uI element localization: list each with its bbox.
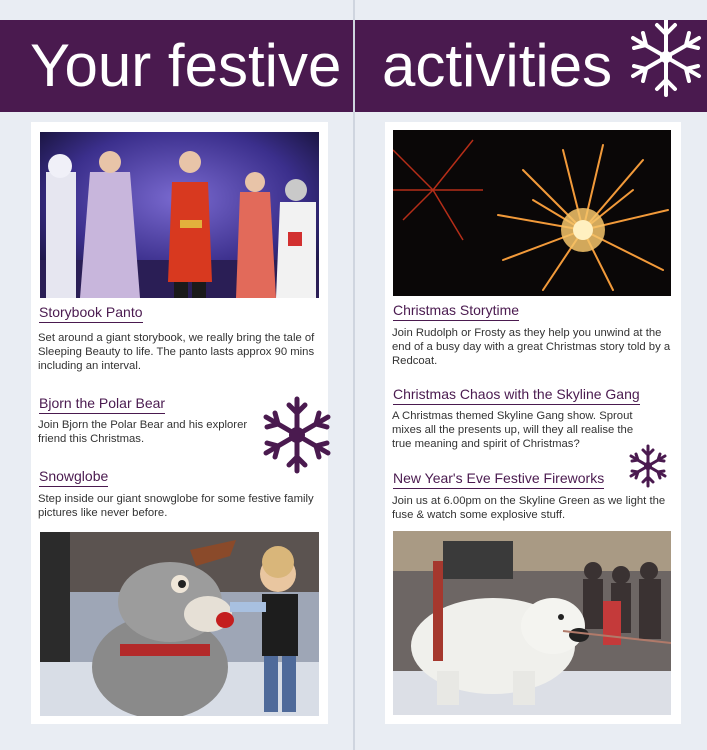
activity-text-new-years-eve-fireworks: Join us at 6.00pm on the Skyline Green as we light the fuse & watch some explosive stuff. xyxy=(392,495,666,521)
snowflake-icon xyxy=(256,394,338,481)
activity-text-storybook-panto: Set around a giant storybook, we really bring the tale of Sleeping Beauty to life. The panto lasts approx 90 mins including an interval. xyxy=(38,332,315,372)
page-title-left: Your festive xyxy=(30,32,342,99)
activity-title-new-years-eve-fireworks: New Year's Eve Festive Fireworks xyxy=(393,470,604,489)
activity-title-christmas-storytime: Christmas Storytime xyxy=(393,302,519,321)
activities-panel-right xyxy=(385,122,681,724)
snowglobe-photo xyxy=(40,532,319,716)
activity-title-snowglobe: Snowglobe xyxy=(39,468,108,487)
polar-bear-photo xyxy=(393,531,671,715)
activity-title-storybook-panto: Storybook Panto xyxy=(39,304,143,323)
panto-photo xyxy=(40,132,319,298)
right-page xyxy=(355,0,707,750)
page-title-right: activities xyxy=(382,32,613,99)
fireworks-photo xyxy=(393,130,671,296)
title-banner-right xyxy=(355,20,707,112)
snowflake-icon xyxy=(625,443,671,494)
activity-title-christmas-chaos: Christmas Chaos with the Skyline Gang xyxy=(393,386,640,405)
activity-text-christmas-storytime: Join Rudolph or Frosty as they help you unwind at the end of a busy day with a great Christmas story told by a Redcoat. xyxy=(392,327,671,367)
activity-text-christmas-chaos: A Christmas themed Skyline Gang show. Sprout mixes all the presents up, will they all realise the true meaning and spirit of Christmas? xyxy=(392,410,634,450)
activity-text-bjorn-polar-bear: Join Bjorn the Polar Bear and his explorer friend this Christmas. xyxy=(38,419,248,445)
snowflake-icon xyxy=(623,20,707,105)
activity-text-snowglobe: Step inside our giant snowglobe for some festive family pictures like never before. xyxy=(38,493,314,519)
title-banner-left xyxy=(0,20,354,112)
activity-title-bjorn-polar-bear: Bjorn the Polar Bear xyxy=(39,395,165,414)
